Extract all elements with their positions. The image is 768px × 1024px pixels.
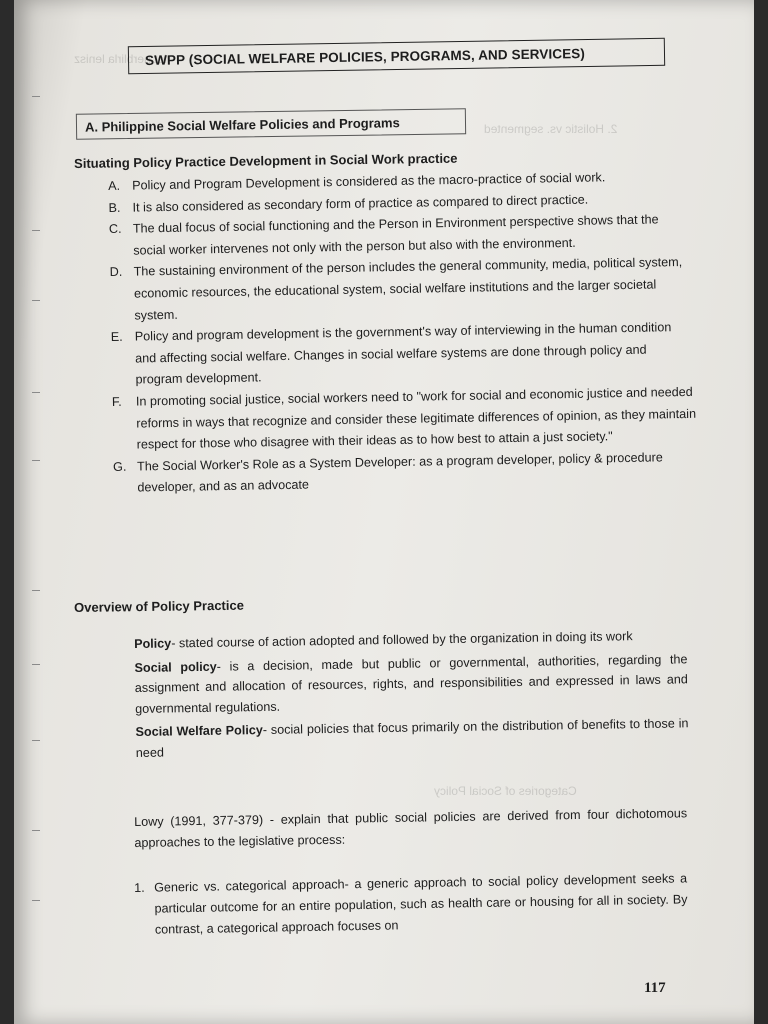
margin-tick (32, 96, 40, 97)
numbered-list (134, 868, 688, 941)
list-item (112, 382, 698, 457)
list-marker: B. (108, 200, 121, 215)
bleed-through-text: lot nerblirla lenisz (74, 52, 167, 66)
overview-heading: Overview of Policy Practice (74, 597, 245, 615)
lettered-list (108, 166, 699, 500)
margin-tick (32, 300, 40, 301)
list-item (134, 868, 688, 941)
margin-tick (32, 830, 40, 831)
list-marker: E. (110, 329, 123, 345)
margin-tick (32, 740, 40, 741)
lowy-paragraph: Lowy (1991, 377-379) - explain that public social policies are derived from four dichotomous approaches to the legislative process: (134, 806, 688, 850)
margin-tick (32, 392, 40, 393)
list-item (113, 446, 699, 499)
list-item-text: Generic vs. categorical approach- a generic approach to social policy development seeks a particular outcome for an entire population, such as health care or housing for all in society. By contrast, a categorical approach focuses on (154, 871, 688, 937)
list-item-text: The dual focus of social functioning and the Person in Environment perspective shows that the social worker intervenes not only with the person but also with the environment. (132, 212, 659, 258)
subheading: Situating Policy Practice Development in Social Work practice (74, 150, 458, 171)
list-item-text: Policy and Program Development is considered as the macro-practice of social work. (132, 170, 606, 193)
section-title-box (76, 108, 466, 139)
margin-tick (32, 664, 40, 665)
list-item-text: In promoting social justice, social workers need to "work for social and economic justice and needed reforms in ways that recognize and consider these legitimate differences of opinion, as they maintain respect for those who disagree with their ideas as to how best to attain a just society." (135, 384, 697, 452)
list-marker: D. (109, 265, 123, 280)
margin-tick (32, 590, 40, 591)
list-item (110, 252, 696, 327)
page-number: 117 (644, 980, 666, 996)
bleed-through-text: 2. Holistic vs. segmented (484, 122, 618, 136)
list-marker: F. (111, 394, 122, 409)
definition-social-welfare-policy (135, 713, 689, 763)
bleed-through-text: Categories of Social Policy (434, 784, 577, 798)
list-item (111, 317, 697, 392)
margin-tick (32, 460, 40, 461)
definition-text: - stated course of action adopted and followed by the organization in doing its work (171, 629, 633, 651)
definition-social-policy (134, 649, 688, 719)
list-marker: 1. (134, 880, 145, 895)
list-marker: A. (108, 178, 121, 193)
list-item-text: The sustaining environment of the person includes the general community, media, political system, economic resources, the educational system, social welfare institutions and the larger societal system. (133, 255, 683, 323)
definition-term: Social Welfare Policy (135, 722, 263, 739)
list-item-text: It is also considered as secondary form of practice as compared to direct practice. (132, 192, 589, 215)
document-title: SWPP (SOCIAL WELFARE POLICIES, PROGRAMS, AND SERVICES) (144, 45, 586, 68)
margin-tick (32, 230, 40, 231)
margin-tick (32, 900, 40, 901)
document-page (14, 0, 754, 1024)
definitions (134, 625, 689, 766)
list-item-text: The Social Worker's Role as a System Developer: as a program developer, policy & procedure developer, and as an advocate (136, 450, 663, 495)
list-marker: C. (108, 221, 122, 237)
section-title: A. Philippine Social Welfare Policies and Programs (84, 114, 400, 135)
definition-text: - is a decision, made but public or governmental, authorities, regarding the assignment and allocation of resources, rights, and responsibilities and expressed in laws and governmental regulations. (134, 651, 688, 716)
definition-text: - social policies that focus primarily on the distribution of benefits to those in need (135, 716, 689, 760)
definition-term: Social policy (134, 659, 217, 675)
document-title-box (128, 38, 665, 74)
definition-term: Policy (134, 636, 172, 651)
list-marker: G. (112, 459, 127, 474)
list-item-text: Policy and program development is the government's way of interviewing in the human condition and affecting social welfare. Changes in social welfare systems are done through policy and program development. (134, 320, 672, 387)
